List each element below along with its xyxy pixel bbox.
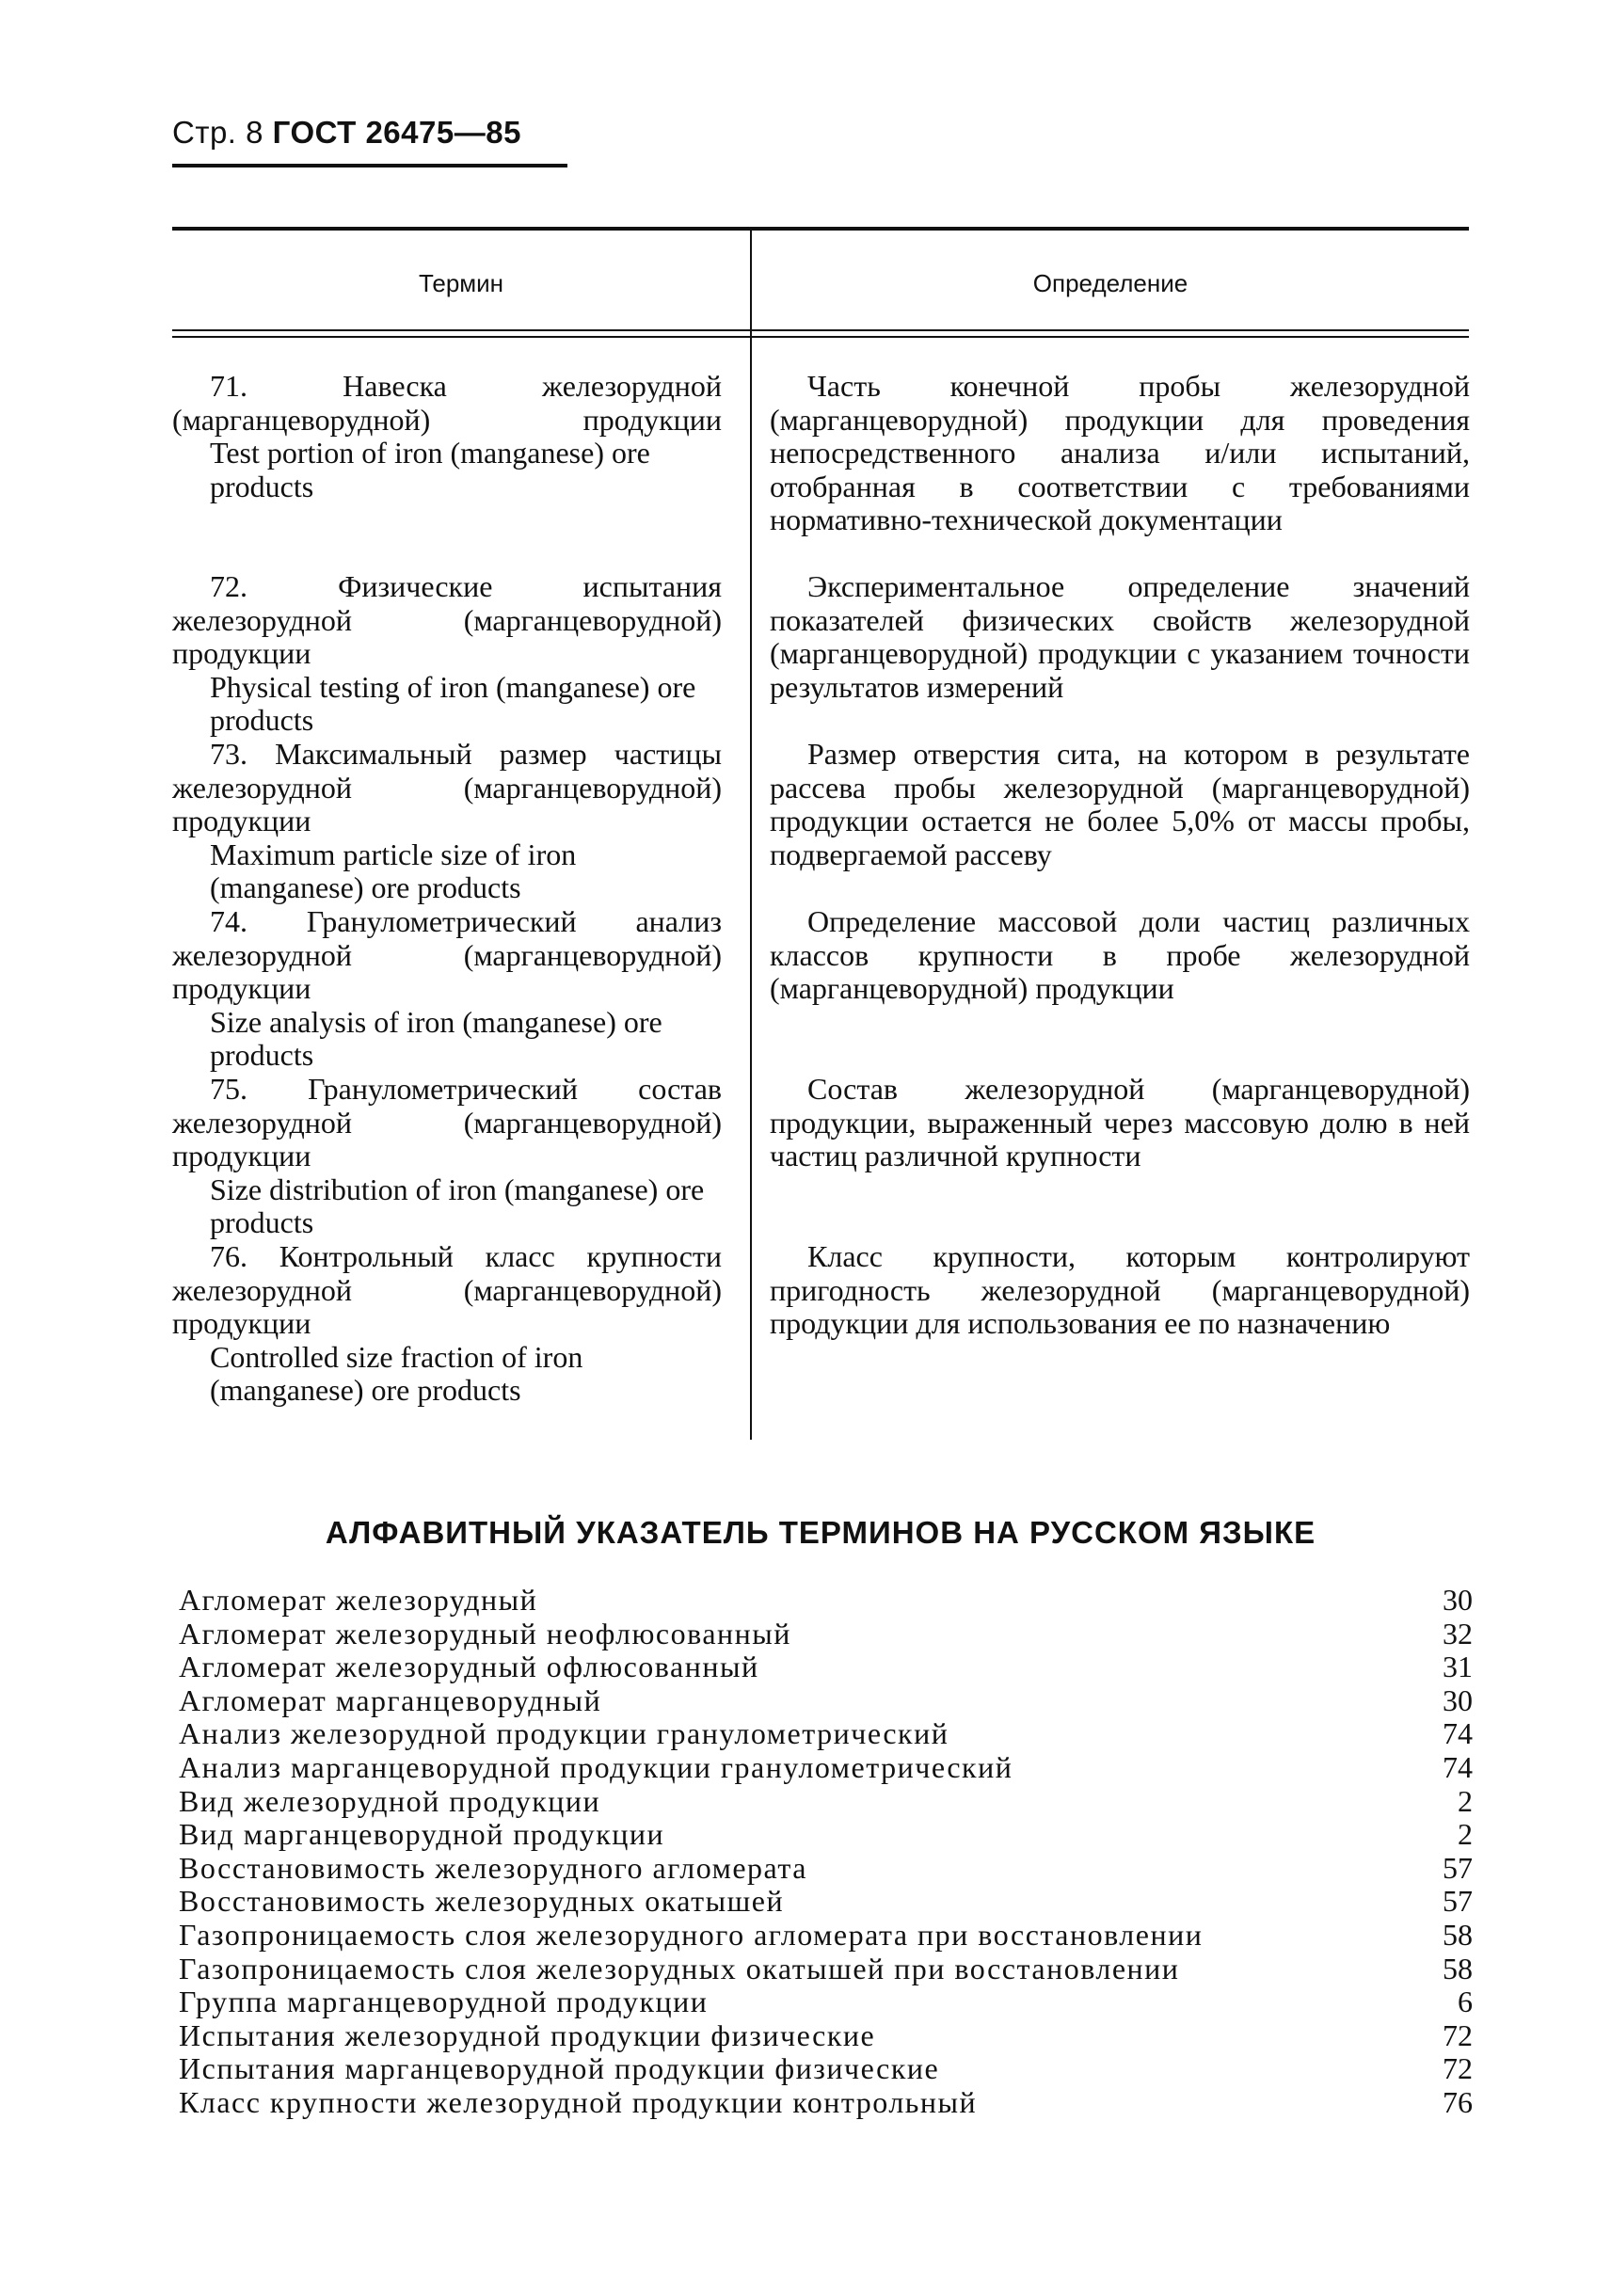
index-entry xyxy=(179,1584,1473,1618)
header-double-rule xyxy=(172,336,1469,338)
index-number: 6 xyxy=(1458,1985,1473,2019)
column-header-definition: Определение xyxy=(1032,269,1188,297)
index-number: 30 xyxy=(1443,1583,1473,1617)
term-cell-71 xyxy=(172,370,722,503)
term-cell-75 xyxy=(172,1073,722,1240)
index-number: 57 xyxy=(1443,1884,1473,1919)
index-entry xyxy=(179,2019,1473,2053)
definition-text: Определение массовой доли частиц различных классов крупности в пробе железорудной (марганцеворудной) продукции xyxy=(770,904,1470,1006)
definition-text: Состав железорудной (марганцеворудной) продукции, выраженный через массовую долю в ней частиц различной крупности xyxy=(770,1072,1470,1173)
index-entry xyxy=(179,2086,1473,2120)
index-entry xyxy=(179,1684,1473,1718)
index-number: 76 xyxy=(1443,2084,1473,2119)
index-entry xyxy=(179,1751,1473,1785)
term-cell-76 xyxy=(172,1240,722,1408)
term-en: Maximum particle size of iron (manganese) ore products xyxy=(210,837,577,905)
index-number: 58 xyxy=(1443,1951,1473,1985)
index-number: 32 xyxy=(1443,1616,1473,1650)
index-term: Класс крупности железорудной продукции контрольный xyxy=(179,2084,978,2119)
index-term: Испытания железорудной продукции физические xyxy=(179,2017,876,2052)
index-entry xyxy=(179,1717,1473,1751)
index-term: Анализ железорудной продукции гранулометрический xyxy=(179,1716,949,1751)
term-ru: 72. Физические испытания железорудной (марганцеворудной) продукции xyxy=(172,569,722,671)
index-title: АЛФАВИТНЫЙ УКАЗАТЕЛЬ ТЕРМИНОВ НА РУССКОМ ЯЗЫКЕ xyxy=(325,1515,1316,1550)
definition-text: Часть конечной пробы железорудной (марганцеворудной) продукции для проведения непосредственного анализа и/или испытаний, отобранная в соответствии с требованиями нормативно-технической документации xyxy=(770,369,1470,537)
index-term: Испытания марганцеворудной продукции физические xyxy=(179,2051,940,2086)
index-number: 31 xyxy=(1443,1650,1473,1684)
term-en: Test portion of iron (manganese) ore products xyxy=(210,436,650,503)
term-cell-73 xyxy=(172,738,722,905)
definition-text: Класс крупности, которым контролируют пригодность железорудной (марганцеворудной) продукции для использования ее по назначению xyxy=(770,1239,1470,1341)
definition-cell-75 xyxy=(770,1073,1470,1173)
index-entry xyxy=(179,1953,1473,1986)
table-top-rule xyxy=(172,227,1469,231)
term-cell-74 xyxy=(172,905,722,1073)
index-term: Восстановимость железорудного агломерата xyxy=(179,1850,807,1885)
index-entry xyxy=(179,2052,1473,2086)
header-rule xyxy=(172,164,567,167)
index-entry xyxy=(179,1852,1473,1886)
index-term: Группа марганцеворудной продукции xyxy=(179,1985,709,2019)
index-number: 74 xyxy=(1443,1716,1473,1751)
term-ru: 71. Навеска железорудной (марганцеворудной) продукции xyxy=(172,369,722,437)
index-term: Газопроницаемость слоя железорудных окатышей при восстановлении xyxy=(179,1951,1180,1985)
page-header xyxy=(172,115,521,151)
term-ru: 76. Контрольный класс крупности железорудной (марганцеворудной) продукции xyxy=(172,1239,722,1341)
definition-text: Экспериментальное определение значений показателей физических свойств железорудной (марганцеворудной) продукции с указанием точности результатов измерений xyxy=(770,569,1470,704)
definition-cell-76 xyxy=(770,1240,1470,1341)
term-en: Size analysis of iron (manganese) ore products xyxy=(210,1004,662,1073)
index-term: Агломерат железорудный xyxy=(179,1583,538,1617)
index-list xyxy=(179,1584,1473,2120)
index-term: Агломерат железорудный офлюсованный xyxy=(179,1650,759,1684)
term-ru: 73. Максимальный размер частицы железорудной (марганцеворудной) продукции xyxy=(172,737,722,838)
index-number: 72 xyxy=(1443,2017,1473,2052)
column-divider xyxy=(750,231,752,1440)
page-number: Стр. 8 xyxy=(172,115,263,150)
column-header-term: Термин xyxy=(418,269,504,297)
index-entry xyxy=(179,1919,1473,1953)
index-entry xyxy=(179,1818,1473,1852)
index-term: Вид марганцеворудной продукции xyxy=(179,1817,665,1852)
definition-cell-72 xyxy=(770,570,1470,704)
index-term: Анализ марганцеворудной продукции гранулометрический xyxy=(179,1749,1013,1784)
index-number: 2 xyxy=(1458,1783,1473,1818)
term-en: Physical testing of iron (manganese) ore products xyxy=(210,669,696,738)
term-ru: 75. Гранулометрический состав железорудной (марганцеворудной) продукции xyxy=(172,1072,722,1173)
definition-text: Размер отверстия сита, на котором в результате рассева пробы железорудной (марганцеворудной) продукции остается не более 5,0% от массы пробы, подвергаемой рассеву xyxy=(770,737,1470,871)
term-cell-72 xyxy=(172,570,722,738)
definition-cell-71 xyxy=(770,370,1470,537)
index-entry xyxy=(179,1650,1473,1684)
index-term: Восстановимость железорудных окатышей xyxy=(179,1884,785,1919)
index-number: 72 xyxy=(1443,2051,1473,2086)
index-entry xyxy=(179,1618,1473,1651)
index-term: Газопроницаемость слоя железорудного агломерата при восстановлении xyxy=(179,1917,1204,1952)
term-ru: 74. Гранулометрический анализ железорудной (марганцеворудной) продукции xyxy=(172,904,722,1006)
index-number: 74 xyxy=(1443,1749,1473,1784)
index-number: 30 xyxy=(1443,1682,1473,1717)
index-term: Вид железорудной продукции xyxy=(179,1783,601,1818)
definition-cell-73 xyxy=(770,738,1470,871)
definition-cell-74 xyxy=(770,905,1470,1006)
header-double-rule xyxy=(172,329,1469,331)
index-number: 57 xyxy=(1443,1850,1473,1885)
standard-code: ГОСТ 26475—85 xyxy=(272,115,521,150)
index-number: 2 xyxy=(1458,1817,1473,1852)
term-en: Size distribution of iron (manganese) ore products xyxy=(210,1172,705,1240)
index-entry xyxy=(179,1985,1473,2019)
term-en: Controlled size fraction of iron (manganese) ore products xyxy=(210,1339,583,1408)
index-entry xyxy=(179,1885,1473,1919)
index-entry xyxy=(179,1785,1473,1819)
index-term: Агломерат железорудный неофлюсованный xyxy=(179,1616,791,1650)
index-number: 58 xyxy=(1443,1917,1473,1952)
index-term: Агломерат марганцеворудный xyxy=(179,1682,602,1717)
